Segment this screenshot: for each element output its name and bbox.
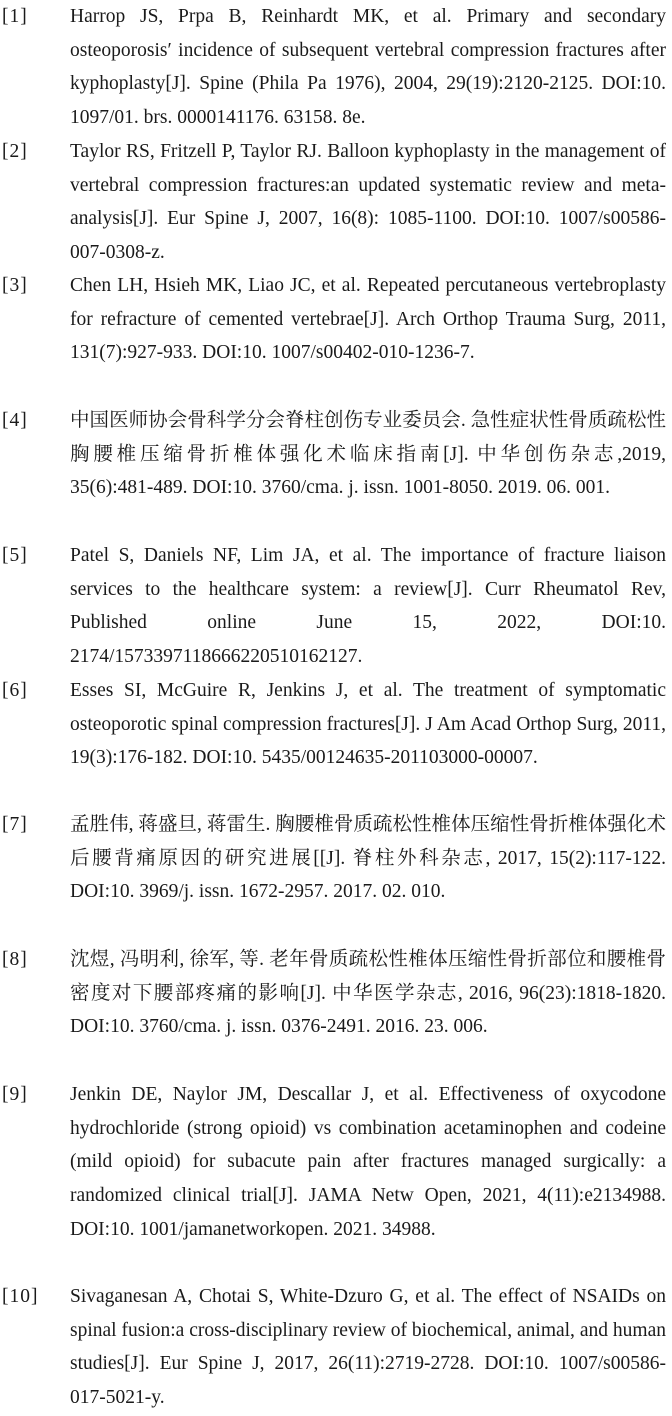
reference-number: [1]: [2, 6, 28, 27]
reference-number: [7]: [2, 814, 28, 835]
reference-text: Jenkin DE, Naylor JM, Descallar J, et al. Effectiveness of oxycodone hydrochloride (strong opioid) vs combination acetaminophen and codeine (mild opioid) for subacute pain after fractures managed surgically: a randomized clinical trial[J]. JAMA Netw Open, 2021, 4(11):e2134988. DOI:10. 1001/jamanetworkopen. 2021. 34988.: [70, 1084, 666, 1240]
reference-number: [8]: [2, 949, 28, 970]
reference-text: Esses SI, McGuire R, Jenkins J, et al. The treatment of symptomatic osteoporotic spinal compression fractures[J]. J Am Acad Orthop Surg, 2011, 19(3):176-182. DOI:10. 5435/00124635-201103000-00007.: [70, 680, 666, 769]
reference-number: [10]: [2, 1286, 39, 1307]
reference-number: [3]: [2, 275, 28, 296]
reference-number: [9]: [2, 1084, 28, 1105]
reference-text: Patel S, Daniels NF, Lim JA, et al. The importance of fracture liaison services to the healthcare system: a review[J]. Curr Rheumatol Rev, Published online June 15, 2022, DOI:10. 2174/1573397118666220510162127.: [70, 545, 666, 668]
reference-text: 中国医师协会骨科学分会脊柱创伤专业委员会. 急性症状性骨质疏松性胸腰椎压缩骨折椎体强化术临床指南[J]. 中华创伤杂志,2019, 35(6):481-489. DOI:10. 3760/cma. j. issn. 1001-8050. 2019. 06. 001.: [70, 410, 666, 499]
reference-text: 沈煜, 冯明利, 徐军, 等. 老年骨质疏松性椎体压缩性骨折部位和腰椎骨密度对下腰部疼痛的影响[J]. 中华医学杂志, 2016, 96(23):1818-1820. DOI:10. 3760/cma. j. issn. 0376-2491. 2016. 23. 006.: [70, 949, 666, 1038]
reference-text: Taylor RS, Fritzell P, Taylor RJ. Balloon kyphoplasty in the management of vertebral compression fractures:an updated systematic review and meta-analysis[J]. Eur Spine J, 2007, 16(8): 1085-1100. DOI:10. 1007/s00586-007-0308-z.: [70, 141, 666, 264]
reference-number: [5]: [2, 545, 28, 566]
reference-text: 孟胜伟, 蒋盛旦, 蒋雷生. 胸腰椎骨质疏松性椎体压缩性骨折椎体强化术后腰背痛原因的研究进展[[J]. 脊柱外科杂志, 2017, 15(2):117-122. DOI:10. 3969/j. issn. 1672-2957. 2017. 02. 010.: [70, 814, 666, 903]
reference-number: [2]: [2, 141, 28, 162]
reference-number: [4]: [2, 410, 28, 431]
reference-text: Sivaganesan A, Chotai S, White-Dzuro G, et al. The effect of NSAIDs on spinal fusion:a cross-disciplinary review of biochemical, animal, and human studies[J]. Eur Spine J, 2017, 26(11):2719-2728. DOI:10. 1007/s00586-017-5021-y.: [70, 1286, 666, 1409]
reference-number: [6]: [2, 680, 28, 701]
reference-text: Chen LH, Hsieh MK, Liao JC, et al. Repeated percutaneous vertebroplasty for refracture of cemented vertebrae[J]. Arch Orthop Trauma Surg, 2011, 131(7):927-933. DOI:10. 1007/s00402-010-1236-7.: [70, 275, 666, 364]
reference-text: Harrop JS, Prpa B, Reinhardt MK, et al. Primary and secondary osteoporosis′ incidence of subsequent vertebral compression fractures after kyphoplasty[J]. Spine (Phila Pa 1976), 2004, 29(19):2120-2125. DOI:10. 1097/01. brs. 0000141176. 63158. 8e.: [70, 6, 666, 129]
